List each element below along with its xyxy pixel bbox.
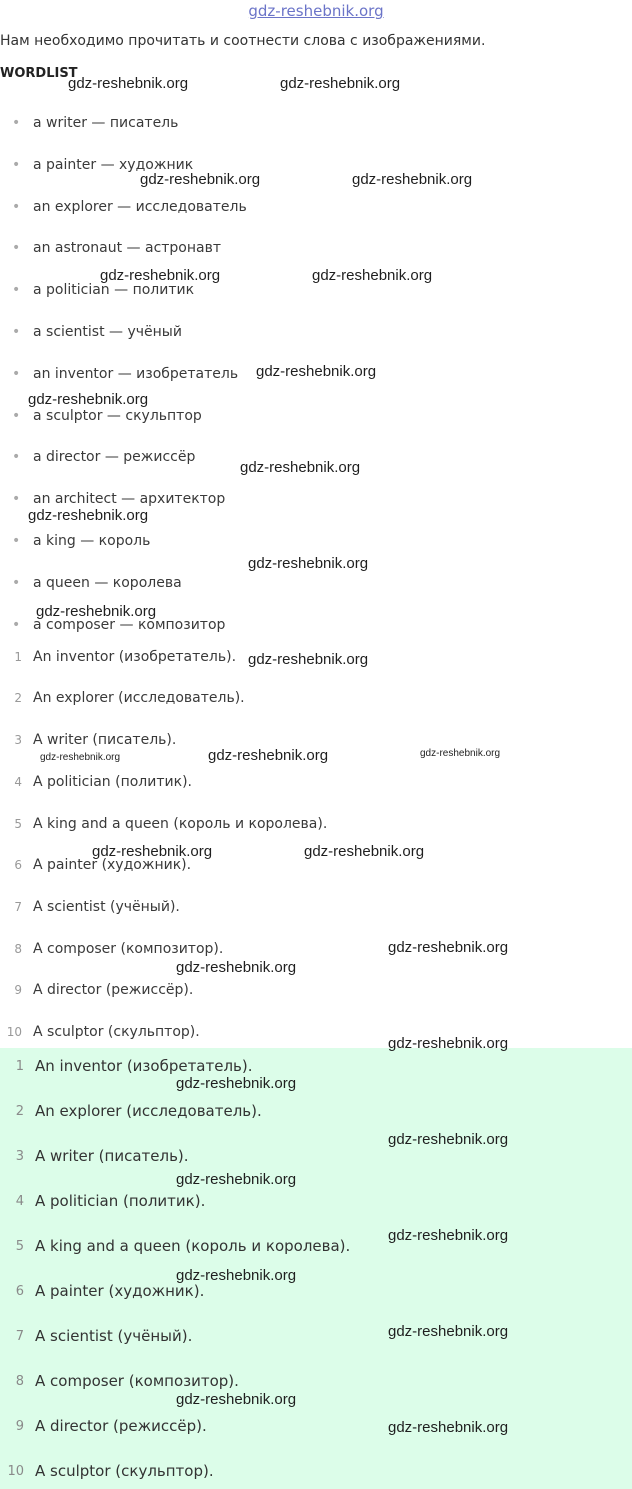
answer-number: 9	[15, 1419, 24, 1434]
watermark: gdz-reshebnik.org	[36, 603, 157, 620]
bullet-icon: •	[12, 617, 21, 633]
watermark: gdz-reshebnik.org	[248, 555, 369, 572]
answer-number: 1	[15, 1059, 24, 1074]
answer-number: 8	[15, 1374, 24, 1389]
bullet-icon: •	[12, 449, 21, 465]
bullet-icon: •	[12, 575, 21, 591]
watermark: gdz-reshebnik.org	[352, 171, 473, 188]
watermark: gdz-reshebnik.org	[176, 1171, 297, 1188]
bullet-icon: •	[12, 157, 21, 173]
answer-number: 7	[15, 1329, 24, 1344]
watermark: gdz-reshebnik.org	[388, 939, 509, 956]
watermark: gdz-reshebnik.org	[240, 459, 361, 476]
watermark: gdz-reshebnik.org	[68, 75, 189, 92]
watermark: gdz-reshebnik.org	[208, 747, 329, 764]
watermark: gdz-reshebnik.org	[420, 748, 501, 759]
watermark: gdz-reshebnik.org	[100, 267, 221, 284]
answer-number: 9	[14, 983, 22, 997]
answer-number: 2	[14, 691, 22, 705]
bullet-icon: •	[12, 408, 21, 424]
bullet-icon: •	[12, 324, 21, 340]
watermark: gdz-reshebnik.org	[304, 843, 425, 860]
watermark: gdz-reshebnik.org	[176, 959, 297, 976]
watermark: gdz-reshebnik.org	[280, 75, 401, 92]
watermark: gdz-reshebnik.org	[140, 171, 261, 188]
answer-number: 10	[7, 1464, 24, 1479]
watermark: gdz-reshebnik.org	[176, 1267, 297, 1284]
bullet-icon: •	[12, 199, 21, 215]
answer-number: 6	[15, 1284, 24, 1299]
answer-number: 10	[6, 1025, 22, 1039]
watermark: gdz-reshebnik.org	[312, 267, 433, 284]
watermark: gdz-reshebnik.org	[248, 651, 369, 668]
bullet-icon: •	[12, 240, 21, 256]
intro-text: Нам необходимо прочитать и соотнести слова с изображениями.	[0, 33, 486, 49]
watermark: gdz-reshebnik.org	[388, 1035, 509, 1052]
answer-number: 3	[15, 1149, 24, 1164]
watermark: gdz-reshebnik.org	[388, 1131, 509, 1148]
bullet-icon: •	[12, 115, 21, 131]
bullet-icon: •	[12, 282, 21, 298]
answer-number: 4	[14, 775, 22, 789]
answer-number: 5	[15, 1239, 24, 1254]
answer-number: 7	[14, 900, 22, 914]
watermark: gdz-reshebnik.org	[388, 1323, 509, 1340]
bullet-icon: •	[12, 491, 21, 507]
watermark: gdz-reshebnik.org	[388, 1227, 509, 1244]
site-header-link[interactable]: gdz-reshebnik.org	[248, 2, 384, 20]
watermark: gdz-reshebnik.org	[28, 507, 149, 524]
watermark: gdz-reshebnik.org	[176, 1391, 297, 1408]
bullet-icon: •	[12, 533, 21, 549]
answer-number: 3	[14, 733, 22, 747]
answer-number: 1	[14, 650, 22, 664]
watermark: gdz-reshebnik.org	[92, 843, 213, 860]
watermark: gdz-reshebnik.org	[388, 1419, 509, 1436]
watermark: gdz-reshebnik.org	[40, 752, 121, 763]
answer-number: 8	[14, 942, 22, 956]
answer-number: 4	[15, 1194, 24, 1209]
answer-number: 5	[14, 817, 22, 831]
watermark: gdz-reshebnik.org	[176, 1075, 297, 1092]
wordlist-title: WORDLIST	[0, 66, 78, 81]
bullet-icon: •	[12, 366, 21, 382]
watermark: gdz-reshebnik.org	[256, 363, 377, 380]
watermark: gdz-reshebnik.org	[28, 391, 149, 408]
answer-number: 6	[14, 858, 22, 872]
answer-number: 2	[15, 1104, 24, 1119]
